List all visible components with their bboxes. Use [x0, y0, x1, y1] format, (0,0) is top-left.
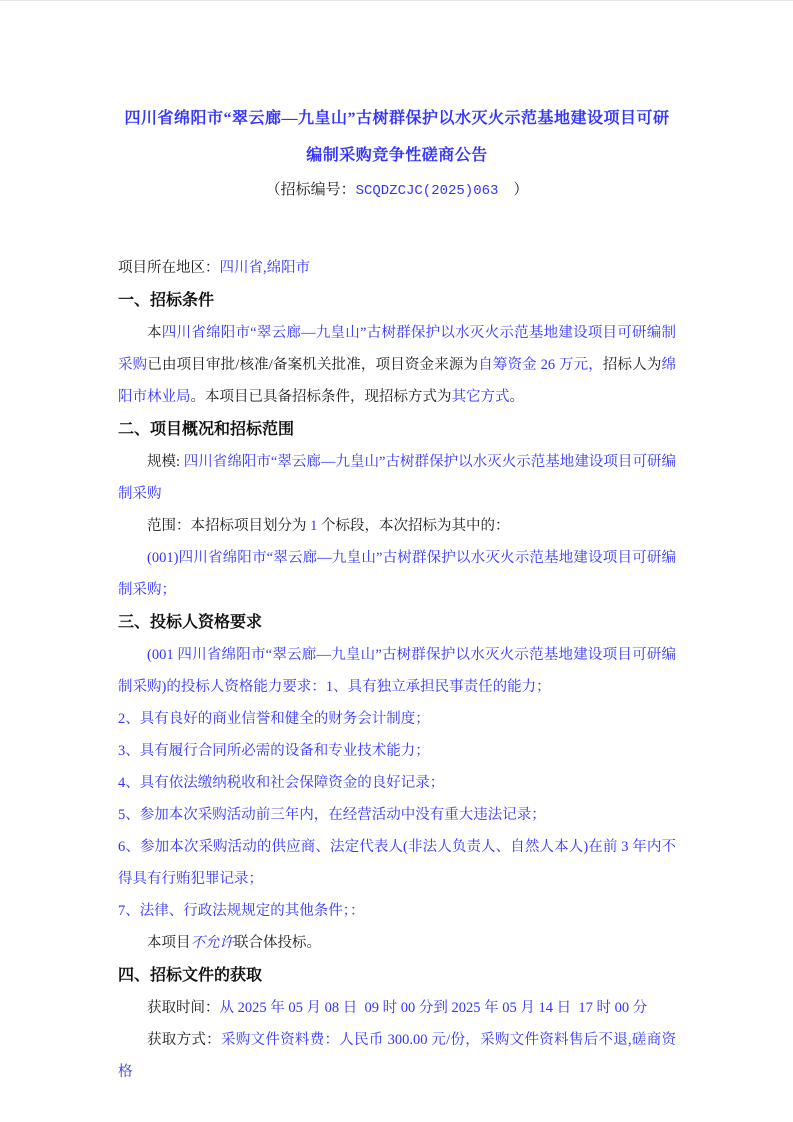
obtain-time-label: 获取时间： — [147, 1000, 220, 1016]
section-1-heading: 一、招标条件 — [118, 292, 215, 309]
scale-value: 四川省绵阳市“翠云廊—九皇山”古树群保护以水灭火示范基地建设项目可研编制采购 — [118, 454, 676, 502]
section-4-heading: 四、招标文件的获取 — [118, 967, 263, 984]
joint-bid-prefix-text: 本项目 — [147, 935, 191, 951]
tenderee-label-text: 招标人为 — [602, 357, 662, 373]
qualification-item-4: 4、具有依法缴纳税收和社会保障资金的良好记录； — [118, 775, 445, 791]
tender-number-close: ） — [498, 182, 529, 198]
qualification-intro-paragraph: (001 四川省绵阳市“翠云廊—九皇山”古树群保护以水灭火示范基地建设项目可研编制采购)的投标人资格能力要求：1、具有独立承担民事责任的能力； — [118, 647, 676, 695]
tender-number-open: （招标编号： — [265, 182, 356, 198]
scope-suffix-text: 个标段，本次招标为其中的： — [317, 518, 510, 534]
tender-condition-text: 。本项目已具备招标条件，现招标方式为 — [190, 389, 452, 405]
project-location-value: 四川省,绵阳市 — [219, 260, 311, 276]
tender-conditions-lead-text: 本 — [147, 325, 162, 341]
qualification-item-6: 6、参加本次采购活动的供应商、法定代表人(非法人负责人、自然人本人)在前 3 年内不得具有行贿犯罪记录； — [118, 839, 676, 887]
tender-number-value: SCQDZCJC(2025)063 — [355, 183, 499, 199]
project-location-line — [118, 252, 676, 284]
obtain-method-value: 采购文件资料费：人民币 300.00 元/份，采购文件资料售后不退,磋商资格 — [118, 1032, 677, 1080]
funding-source-text: 自筹资金 26 万元， — [478, 357, 603, 373]
tender-number-line — [118, 174, 676, 208]
tender-scope-line — [118, 510, 676, 542]
tender-method-text: 其它方式 — [451, 389, 510, 405]
joint-bid-line — [118, 927, 676, 959]
joint-bid-suffix-text: 联合体投标。 — [234, 935, 321, 951]
qualification-item-5: 5、参加本次采购活动前三年内，在经营活动中没有重大违法记录； — [118, 807, 546, 823]
scale-label: 规模: — [147, 454, 184, 470]
project-name-text: 四川省绵阳市“翠云廊—九皇山”古树群保护以水灭火示范基地建设项目可研编制采购 — [118, 325, 677, 373]
qualification-item-2: 2、具有良好的商业信誉和健全的财务会计制度； — [118, 711, 430, 727]
approval-text: 已由项目审批/核准/备案机关批准，项目资金来源为 — [147, 357, 479, 373]
lot-count-text: 1 — [310, 518, 318, 534]
obtain-method-label: 获取方式： — [147, 1032, 221, 1048]
obtain-method-line — [118, 1024, 676, 1088]
document-title: 四川省绵阳市“翠云廊—九皇山”古树群保护以水灭火示范基地建设项目可研编制采购竞争性磋商公告 — [124, 110, 670, 164]
project-location-label: 项目所在地区： — [118, 260, 220, 276]
obtain-time-line — [118, 992, 676, 1024]
tender-paragraph-end-text: 。 — [509, 389, 524, 405]
tenderee-name-text: 绵阳市林业局 — [118, 357, 677, 405]
qualification-item-7: 7、法律、行政法规规定的其他条件；： — [118, 903, 365, 919]
section-2-heading: 二、项目概况和招标范围 — [118, 421, 295, 438]
qualification-item-3: 3、具有履行合同所必需的设备和专业技术能力； — [118, 743, 430, 759]
section-3-heading: 三、投标人资格要求 — [118, 614, 263, 631]
joint-bid-not-allowed-text: 不允许 — [190, 935, 234, 951]
lot-001-line: (001)四川省绵阳市“翠云廊—九皇山”古树群保护以水灭火示范基地建设项目可研编制采购； — [118, 550, 676, 598]
section-1-paragraph — [118, 317, 676, 413]
project-scale-line — [118, 446, 676, 510]
obtain-time-value: 从 2025 年 05 月 08 日 09 时 00 分到 2025 年 05 月 14 日 17 时 00 分 — [219, 1000, 648, 1016]
scope-prefix-text: 范围：本招标项目划分为 — [147, 518, 311, 534]
